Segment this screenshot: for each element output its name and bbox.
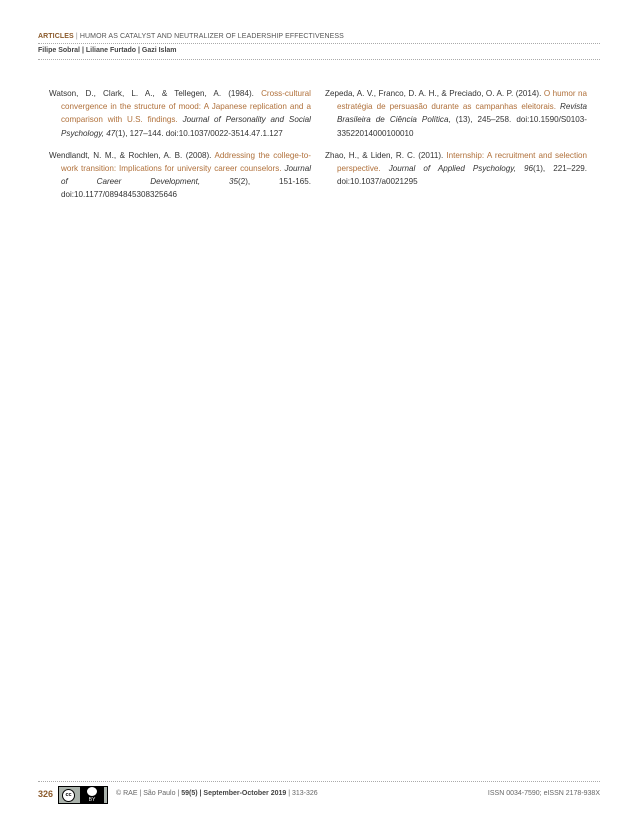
reference-title-link[interactable]: Internship: A recruitment and selection perspective. bbox=[337, 150, 587, 174]
reference-authors: Zepeda, A. V., Franco, D. A. H., & Preciado, O. A. P. (2014). bbox=[325, 89, 544, 98]
reference-title-link[interactable]: Cross-cultural convergence in the structure of mood: A Japanese replication and a comparison with U.S. findings. bbox=[61, 89, 311, 125]
reference-entry bbox=[325, 149, 587, 189]
by-attribution-icon bbox=[80, 787, 104, 803]
reference-details: , (13), 245–258. doi:10.1590/S0103-33522014000100010 bbox=[337, 115, 587, 138]
article-title-header: HUMOR AS CATALYST AND NEUTRALIZER OF LEADERSHIP EFFECTIVENESS bbox=[79, 33, 344, 40]
person-icon bbox=[87, 787, 97, 796]
section-label: ARTICLES bbox=[38, 33, 74, 40]
reference-journal: Journal of Career Development, 35 bbox=[61, 164, 311, 187]
citation-pages: | 313-326 bbox=[286, 790, 318, 797]
reference-entry bbox=[49, 149, 311, 202]
header-authors: Filipe Sobral | Liliane Furtado | Gazi Islam bbox=[38, 47, 177, 54]
reference-title-link[interactable]: O humor na estratégia de persuasão durante as campanhas eleitorais. bbox=[337, 89, 587, 112]
cc-license-icon[interactable] bbox=[58, 786, 108, 804]
references-left-column bbox=[49, 87, 311, 211]
page-number: 326 bbox=[38, 789, 54, 799]
reference-details: (1), 127–144. doi:10.1037/0022-3514.47.1.127 bbox=[115, 128, 283, 138]
reference-journal: Journal of Personality and Social Psychology, 47 bbox=[61, 115, 311, 138]
citation-issue: 59(5) | September-October 2019 bbox=[181, 790, 287, 797]
reference-journal: Journal of Applied Psychology, 96 bbox=[380, 164, 534, 174]
header-divider bbox=[38, 43, 600, 44]
by-label: BY bbox=[88, 797, 96, 803]
running-header bbox=[38, 33, 344, 40]
header-separator: | bbox=[75, 33, 78, 40]
reference-authors: Wendlandt, N. M., & Rochlen, A. B. (2008). bbox=[49, 150, 215, 160]
reference-entry bbox=[325, 87, 587, 140]
reference-authors: Zhao, H., & Liden, R. C. (2011). bbox=[325, 150, 447, 160]
reference-details: (1), 221–229. doi:10.1037/a0021295 bbox=[337, 164, 587, 187]
header-divider-2 bbox=[38, 59, 600, 60]
references-right-column bbox=[325, 87, 587, 197]
reference-details: (2), 151-165. doi:10.1177/0894845308325646 bbox=[61, 177, 311, 200]
reference-authors: Watson, D., Clark, L. A., & Tellegen, A. (1984). bbox=[49, 89, 262, 98]
reference-journal: Revista Brasileira de Ciência Política bbox=[337, 102, 587, 125]
citation-prefix: © RAE | São Paulo | bbox=[116, 790, 182, 797]
reference-entry bbox=[49, 87, 311, 140]
footer-divider bbox=[38, 781, 600, 782]
reference-title-link[interactable]: Addressing the college-to-work transition: Implications for university career counselors. bbox=[61, 150, 312, 174]
journal-citation bbox=[116, 790, 318, 797]
page-footer bbox=[38, 786, 600, 804]
cc-icon: cc bbox=[62, 789, 75, 802]
issn: ISSN 0034-7590; eISSN 2178-938X bbox=[487, 790, 600, 797]
